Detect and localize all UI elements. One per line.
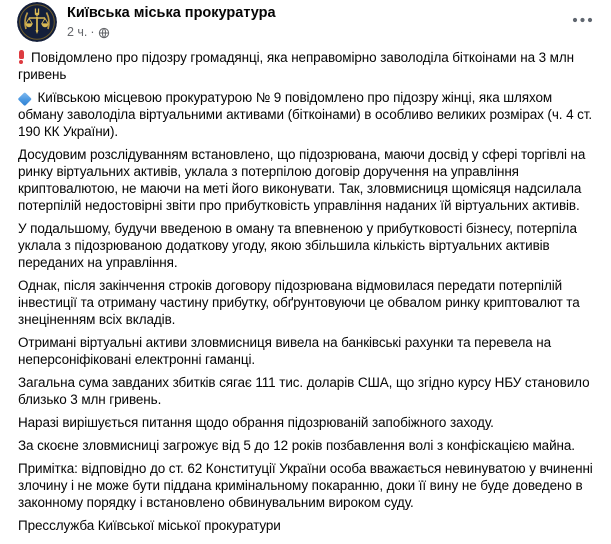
paragraph-text: Отримані віртуальні активи зловмисниця вивела на банківські рахунки та перевела на неперсоніфіковані електронні гаманці. — [18, 335, 552, 367]
post-text — [0, 49, 611, 534]
post-paragraph — [18, 460, 596, 511]
post-paragraph — [18, 334, 596, 368]
paragraph-text: Примітка: відповідно до ст. 62 Конституції України особа вважається невинуватою у вчиненні злочину і не може бути піддана кримінальному покаранню, доки її вину не буде доведено в законному порядку і встановлено обвинувальним вироком суду. — [18, 461, 593, 510]
post-paragraph — [18, 374, 596, 408]
post-options-button[interactable] — [570, 13, 595, 27]
paragraph-text: Досудовим розслідуванням встановлено, що підозрювана, маючи досвід у сфері торгівлі на ринку віртуальних активів, уклала з потерпілою договір доручення на управління криптовалютою, не маючи на меті його виконувати. Так, зловмисниця щомісяця надсилала потерпілій недостовірні звіти про прибутковість управління наданих їй віртуальних активів. — [18, 147, 586, 213]
post-paragraph — [18, 89, 596, 140]
post-paragraph — [18, 146, 596, 214]
paragraph-text: Київською місцевою прокуратурою № 9 повідомлено про підозру жінці, яка шляхом обману заволоділа віртуальними активами (біткоінами) в особливо великих розмірах (ч. 4 ст. 190 КК України). — [18, 90, 593, 139]
paragraph-text: Наразі вирішується питання щодо обрання підозрюваній запобіжного заходу. — [18, 415, 494, 430]
post-paragraph — [18, 277, 596, 328]
post-paragraph — [18, 49, 596, 83]
paragraph-text: Загальна сума завданих збитків сягає 111 тис. доларів США, що згідно курсу НБУ становило близько 3 млн гривень. — [18, 375, 590, 407]
red-exclamation-icon — [18, 50, 25, 64]
post-meta-line — [67, 25, 276, 40]
post-paragraph — [18, 414, 596, 431]
paragraph-text: За скоєне зловмисниці загрожує від 5 до 12 років позбавлення волі з конфіскацією майна. — [18, 438, 575, 453]
post-header — [0, 0, 611, 42]
paragraph-text: Повідомлено про підозру громадянці, яка неправомірно заволоділа біткоінами на 3 млн гривень — [18, 50, 574, 82]
post-paragraph — [18, 517, 596, 534]
post-paragraph — [18, 437, 596, 454]
ellipsis-icon — [572, 17, 593, 23]
page-name-link[interactable]: Київська міська прокуратура — [67, 5, 276, 21]
dot-separator: · — [90, 25, 95, 39]
paragraph-text: У подальшому, будучи введеною в оману та впевненою у прибутковості бізнесу, потерпіла уклала з підозрюваною додаткову угоду, якою збільшила кількість віртуальних активів переданих на управління. — [18, 221, 577, 270]
paragraph-text: Пресслужба Київської міської прокуратури — [18, 518, 281, 533]
post-timestamp[interactable]: 2 ч. — [67, 25, 88, 39]
globe-audience-icon — [98, 27, 110, 39]
post-paragraph — [18, 220, 596, 271]
post-header-meta — [67, 2, 276, 40]
prosecutor-emblem-icon — [17, 2, 57, 42]
blue-diamond-icon — [18, 92, 31, 105]
paragraph-text: Однак, після закінчення строків договору підозрювана відмовилася передати потерпілій інвестиції та отриману частину прибутку, обґрунтовуючи це обвалом ринку криптовалют та знеціненням всіх вкладів. — [18, 278, 580, 327]
page-avatar[interactable] — [17, 2, 57, 42]
